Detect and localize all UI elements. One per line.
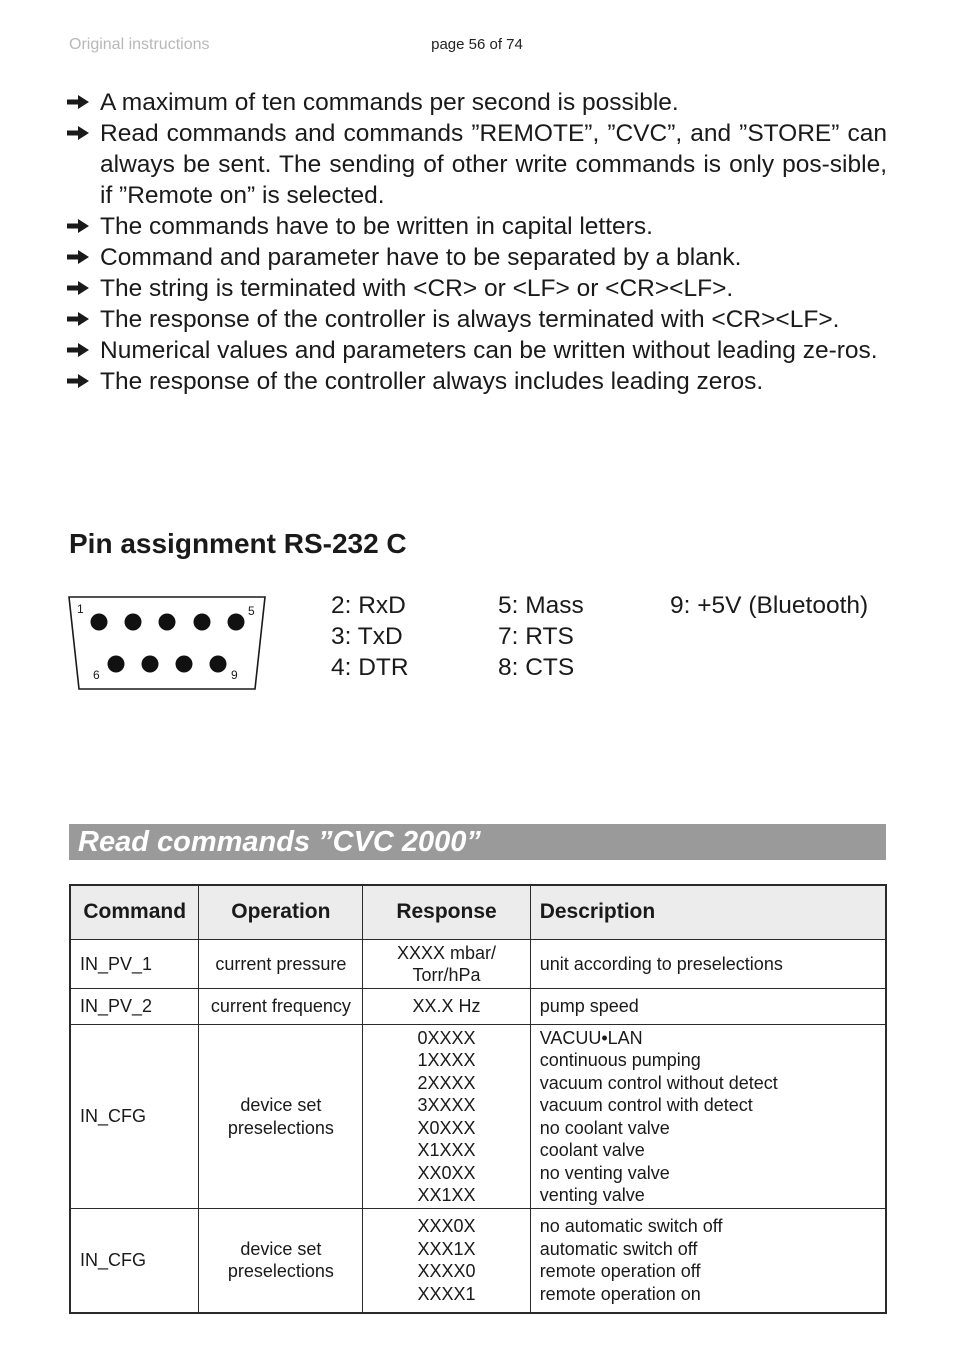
response-cell xyxy=(363,1025,530,1209)
table-row xyxy=(70,989,886,1025)
db9-connector-icon xyxy=(66,593,271,693)
note-item xyxy=(67,118,887,211)
pin-dot xyxy=(228,614,245,631)
operation-cell-line: device set xyxy=(240,1095,322,1115)
description-cell xyxy=(530,1209,886,1313)
pin-entry: 3: TxD xyxy=(331,623,403,650)
command-cell: IN_CFG xyxy=(70,1025,199,1209)
arrow-right-icon xyxy=(67,374,89,388)
note-item xyxy=(67,335,887,366)
description-cell-line: automatic switch off xyxy=(539,1238,698,1259)
response-cell-line: Torr/hPa xyxy=(412,965,481,985)
response-cell-line: 1XXXX xyxy=(417,1050,476,1070)
command-cell: IN_CFG xyxy=(70,1209,199,1313)
description-cell xyxy=(530,940,886,989)
pin-dot xyxy=(142,656,159,673)
response-cell-line: XX.X Hz xyxy=(412,996,481,1017)
response-cell-line: XXX1X xyxy=(417,1238,476,1259)
response-cell xyxy=(363,989,530,1025)
response-cell xyxy=(363,940,530,989)
arrow-right-icon xyxy=(67,250,89,264)
header-operation: Operation xyxy=(199,885,363,940)
command-cell: IN_PV_1 xyxy=(70,940,199,989)
pin-entry: 5: Mass xyxy=(498,592,584,619)
pin-assignment-title: Pin assignment RS-232 C xyxy=(69,528,407,559)
description-cell xyxy=(530,1025,886,1209)
pin-column-2 xyxy=(498,590,584,683)
operation-cell xyxy=(199,1209,363,1313)
pin-entry: 4: DTR xyxy=(331,654,409,681)
operation-cell-line: current frequency xyxy=(210,996,351,1017)
pin-entry: 2: RxD xyxy=(331,592,406,619)
table-row xyxy=(70,940,886,989)
note-item xyxy=(67,211,887,242)
operation-cell-line: device set xyxy=(240,1238,322,1259)
response-cell-line: XX0XX xyxy=(417,1162,476,1183)
response-cell-line: 3XXXX xyxy=(417,1095,476,1115)
pin-label-5: 5 xyxy=(248,604,255,618)
pin-dot xyxy=(194,614,211,631)
response-cell-line: XXXX1 xyxy=(417,1283,476,1304)
header-left-label: Original instructions xyxy=(69,36,210,53)
response-cell-line: XXXX mbar/ xyxy=(396,942,497,963)
response-cell-line: 0XXXX xyxy=(417,1027,476,1048)
arrow-right-icon xyxy=(67,219,89,233)
description-cell-line: pump speed xyxy=(539,996,639,1017)
description-cell-line: coolant valve xyxy=(539,1140,645,1160)
description-cell-line: continuous pumping xyxy=(539,1050,701,1070)
response-cell-line: XX1XX xyxy=(417,1185,476,1205)
table-header-row xyxy=(70,885,886,940)
pin-dot xyxy=(108,656,125,673)
note-item xyxy=(67,273,887,304)
arrow-right-icon xyxy=(67,126,89,140)
arrow-right-icon xyxy=(67,343,89,357)
description-cell-line: venting valve xyxy=(539,1185,645,1205)
pin-entry: 7: RTS xyxy=(498,623,574,650)
description-cell-line: remote operation off xyxy=(539,1261,701,1282)
note-text: Numerical values and parameters can be written without leading ze-ros. xyxy=(100,337,878,364)
response-cell-line: 2XXXX xyxy=(417,1072,476,1093)
response-cell-line: X0XXX xyxy=(417,1117,476,1138)
pin-dot xyxy=(159,614,176,631)
note-text: The response of the controller always includes leading zeros. xyxy=(100,368,764,395)
read-commands-banner: Read commands ”CVC 2000” xyxy=(69,824,886,860)
note-item xyxy=(67,87,887,118)
description-cell-line: VACUU•LAN xyxy=(539,1027,643,1048)
response-cell-line: XXXX0 xyxy=(417,1261,476,1282)
note-text: The response of the controller is always terminated with <CR><LF>. xyxy=(100,306,840,333)
note-item xyxy=(67,242,887,273)
operation-cell xyxy=(199,989,363,1025)
arrow-right-icon xyxy=(67,281,89,295)
response-cell-line: X1XXX xyxy=(417,1140,476,1160)
description-cell-line: no venting valve xyxy=(539,1162,670,1183)
page-number: page 56 of 74 xyxy=(431,36,523,53)
note-item xyxy=(67,366,887,397)
pin-entry: 8: CTS xyxy=(498,654,575,681)
pin-dot xyxy=(210,656,227,673)
pin-label-6: 6 xyxy=(93,668,100,682)
pin-column-3 xyxy=(670,590,868,621)
table-row xyxy=(70,1025,886,1209)
pin-dot xyxy=(176,656,193,673)
description-cell-line: remote operation on xyxy=(539,1283,701,1304)
arrow-right-icon xyxy=(67,312,89,326)
read-commands-table xyxy=(69,884,887,1314)
command-cell: IN_PV_2 xyxy=(70,989,199,1025)
description-cell-line: vacuum control without detect xyxy=(539,1072,778,1093)
operation-cell-line: preselections xyxy=(227,1261,334,1282)
note-text: The string is terminated with <CR> or <LF> or <CR><LF>. xyxy=(100,275,734,302)
description-cell-line: no automatic switch off xyxy=(539,1216,723,1237)
pin-label-1: 1 xyxy=(77,602,84,616)
response-cell-line: XXX0X xyxy=(417,1216,476,1237)
note-text: Command and parameter have to be separated by a blank. xyxy=(100,244,742,271)
pin-entry: 9: +5V (Bluetooth) xyxy=(670,592,869,619)
note-item xyxy=(67,304,887,335)
note-text: The commands have to be written in capital letters. xyxy=(100,213,653,240)
description-cell-line: no coolant valve xyxy=(539,1117,670,1138)
pin-dot xyxy=(125,614,142,631)
description-cell-line: unit according to preselections xyxy=(539,953,783,974)
pin-column-1 xyxy=(331,590,409,683)
pin-dot xyxy=(91,614,108,631)
arrow-right-icon xyxy=(67,95,89,109)
operation-cell-line: current pressure xyxy=(215,953,347,974)
operation-cell xyxy=(199,940,363,989)
note-text: Read commands and commands ”REMOTE”, ”CVC”, and ”STORE” can always be sent. The sending of other write commands is only pos-sible, if ”Remote on” is selected. xyxy=(100,120,887,209)
table-row xyxy=(70,1209,886,1313)
response-cell xyxy=(363,1209,530,1313)
note-text: A maximum of ten commands per second is possible. xyxy=(100,89,679,116)
operation-cell-line: preselections xyxy=(227,1117,334,1138)
notes-list xyxy=(67,87,887,397)
pin-label-9: 9 xyxy=(231,668,238,682)
header-description: Description xyxy=(530,885,886,940)
header-response: Response xyxy=(363,885,530,940)
description-cell-line: vacuum control with detect xyxy=(539,1095,753,1115)
operation-cell xyxy=(199,1025,363,1209)
description-cell xyxy=(530,989,886,1025)
header-command: Command xyxy=(70,885,199,940)
